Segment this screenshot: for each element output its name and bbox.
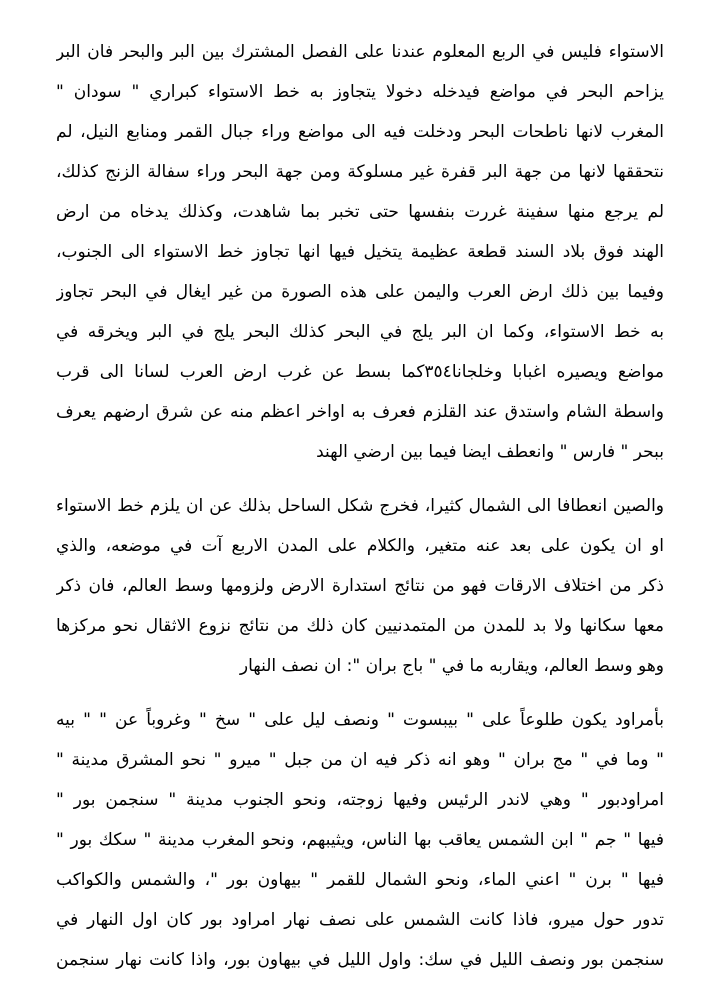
text-line: نتحققها لانها من جهة البر قفرة غير مسلوكة ومن جهة البحر وراء سفالة الزنج كذلك،	[56, 162, 664, 182]
paragraph-spacer	[56, 686, 664, 700]
text-line: امراودبور " وهي لاندر الرئيس وفيها زوجته، ونحو الجنوب مدينة " سنجمن بور "	[56, 790, 664, 810]
paragraph-2	[56, 486, 664, 686]
text-line: والصين انعطافا الى الشمال كثيرا، فخرج شكل الساحل بذلك عن ان يلزم خط الاستواء	[56, 496, 664, 516]
text-line: واسطة الشام واستدق عند القلزم فعرف به اواخر اعظم منه عن شرق ارضهم يعرف	[56, 402, 664, 422]
text-line: بأمراود يكون طلوعاً على " بيبسوت " ونصف ليل على " سخ " وغروباً عن " " بيه	[56, 710, 664, 730]
text-line: لم يرجع منها سفينة غررت بنفسها حتى تخبر بما شاهدت، وكذلك يدخاه من ارض	[56, 202, 664, 222]
text-line: سنجمن بور ونصف الليل في سك: واول الليل في بيهاون بور، واذا كانت نهار سنجمن	[56, 950, 664, 970]
text-line: الهند فوق بلاد السند قطعة عظيمة يتخيل فيها انها تجاوز خط الاستواء الى الجنوب،	[56, 242, 664, 262]
text-line: ببحر " فارس " وانعطف ايضا فيما بين ارضي الهند	[316, 442, 664, 462]
text-line: يزاحم البحر في مواضع فيدخله دخولا يتجاوز به خط الاستواء كبراري " سودان "	[56, 82, 664, 102]
text-line: الاستواء فليس في الربع المعلوم عندنا على الفصل المشترك بين البر والبحر فان البر	[56, 42, 664, 62]
text-line: وهو وسط العالم، ويقاربه ما في " باج بران ": ان نصف النهار	[239, 656, 664, 676]
paragraph-spacer	[56, 472, 664, 486]
text-line: فيها " برن " اعني الماء، ونحو الشمال للقمر " بيهاون بور "، والشمس والكواكب	[56, 870, 664, 890]
text-line: او ان يكون على بعد عنه متغير، والكلام على المدن الاربع آت في موضعه، والذي	[56, 536, 664, 556]
text-line: مواضع ويصيره اغبابا وخلجانا٣٥٤كما بسط عن غرب ارض العرب لسانا الى قرب	[56, 362, 664, 382]
text-line: به خط الاستواء، وكما ان البر يلج في البحر كذلك البحر يلج في البر ويخرقه في	[56, 322, 664, 342]
text-line: تدور حول ميرو، فاذا كانت الشمس على نصف نهار امراود بور كان اول النهار في	[56, 910, 664, 930]
text-line: المغرب لانها ناطحات البحر ودخلت فيه الى مواضع وراء جبال القمر ومنابع النيل، لم	[56, 122, 664, 142]
paragraph-3	[56, 700, 664, 980]
text-line: " وما في " مج بران " وهو انه ذكر فيه ان من جبل " ميرو " نحو المشرق مدينة "	[56, 750, 664, 770]
paragraph-1	[56, 32, 664, 472]
text-line: معها سكانها ولا بد للمدن من المتمدنيين كان ذلك من نتائج نزوع الاثقال نحو مركزها	[56, 616, 664, 636]
text-line: ذكر من اختلاف الارقات فهو من نتائج استدارة الارض ولزومها وسط العالم، فان ذكر	[56, 576, 664, 596]
text-line: فيها " جم " ابن الشمس يعاقب بها الناس، ويثيبهم، ونحو المغرب مدينة " سكك بور "	[56, 830, 664, 850]
text-line: وفيما بين ذلك ارض العرب واليمن على هذه الصورة من غير ايغال في البحر تجاوز	[56, 282, 664, 302]
